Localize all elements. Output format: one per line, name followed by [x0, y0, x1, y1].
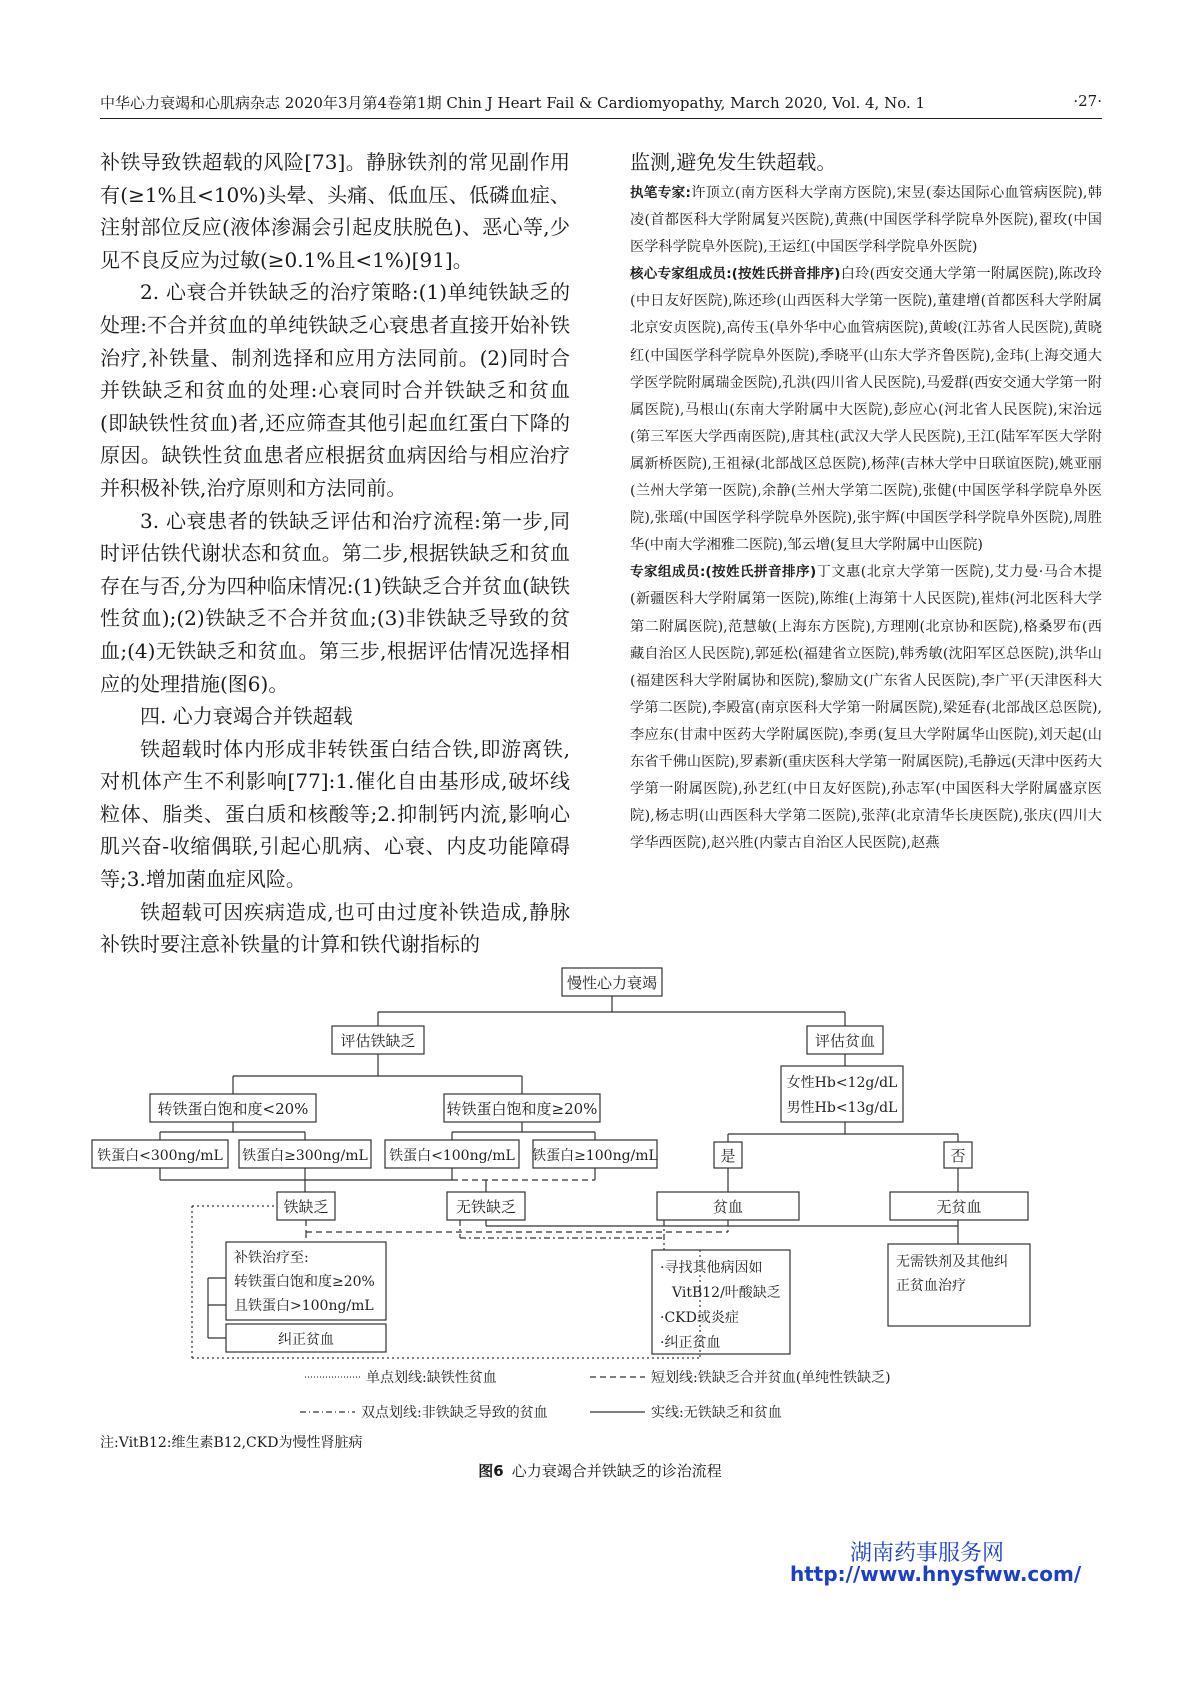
role-label: 核心专家组成员:(按姓氏拼音排序) [630, 266, 841, 283]
node-tsat-high-label: 转铁蛋白饱和度≥20% [446, 1100, 598, 1118]
node-causes-line3: ·CKD或炎症 [660, 1310, 739, 1326]
node-no-anemia-label: 无贫血 [936, 1198, 982, 1216]
node-hb-female-label: 女性Hb<12g/dL [786, 1075, 898, 1091]
node-root-label: 慢性心力衰竭 [566, 974, 658, 992]
watermark-url[interactable]: http://www.hnysfww.com/ [790, 1562, 1082, 1586]
figure-caption [0, 1460, 1200, 1481]
paragraph: 铁超载时体内形成非转铁蛋白结合铁,即游离铁,对机体产生不利影响[77]:1.催化自由基形成,破坏线粒体、脂类、蛋白质和核酸等;2.抑制钙内流,影响心肌兴奋-收缩偶联,引起心肌病、心衰、内皮功能障碍等;3.增加菌血症风险。 [100, 736, 570, 892]
node-correct-anemia-label: 纠正贫血 [278, 1332, 334, 1348]
node-ferritin-lt100-label: 铁蛋白<100ng/mL [389, 1148, 515, 1164]
node-ferritin-ge100-label: 铁蛋白≥100ng/mL [532, 1148, 658, 1164]
node-tsat-low-label: 转铁蛋白饱和度<20% [157, 1100, 309, 1118]
node-causes-line1: ·寻找其他病因如 [660, 1260, 763, 1276]
node-ferritin-ge300-label: 铁蛋白≥300ng/mL [242, 1148, 368, 1164]
node-iron-deficient-label: 铁缺乏 [283, 1198, 329, 1216]
author-list: 许顶立(南方医科大学南方医院),宋昱(泰达国际心血管病医院),韩凌(首都医科大学附属复兴医院),黄燕(中国医学科学院阜外医院),翟玫(中国医学科学院阜外医院),王运红(中国医学科学院阜外医院) [630, 185, 1102, 256]
paragraph: 补铁导致铁超载的风险[73]。静脉铁剂的常见副作用有(≥1%且<10%)头晕、头痛、低血压、低磷血症、注射部位反应(液体渗漏会引起皮肤脱色)、恶心等,少见不良反应为过敏(≥0.1%且<1%)[91]。 [100, 150, 570, 272]
node-supplement-line2: 且铁蛋白>100ng/mL [234, 1298, 374, 1314]
legend-label: 双点划线:非铁缺乏导致的贫血 [361, 1405, 548, 1421]
author-list: 丁文惠(北京大学第一医院),艾力曼·马合木提(新疆医科大学附属第一医院),陈维(上海第十人民医院),崔炜(河北医科大学第二附属医院),范慧敏(上海东方医院),方理刚(北京协和医院),格桑罗布(西藏自治区人民医院),郭延松(福建省立医院),韩秀敏(沈阳军区总医院),洪华山(福建医科大学附属协和医院),黎励文(广东省人民医院),李广平(天津医科大学第二医院),李殿富(南京医科大学第一附属医院),梁延春(北部战区总医院),李应东(甘肃中医药大学附属医院),李勇(复旦大学附属华山医院),刘天起(山东省千佛山医院),罗素新(重庆医科大学第一附属医院),毛静远(天津中医药大学第一附属医院),孙艺红(中日友好医院),孙志军(中国医科大学附属盛京医院),杨志明(山西医科大学第二医院),张萍(北京清华长庚医院),张庆(四川大学华西医院),赵兴胜(内蒙古自治区人民医院),赵燕 [630, 564, 1102, 852]
author-list: 白玲(西安交通大学第一附属医院),陈改玲(中日友好医院),陈还珍(山西医科大学第一医院),董建增(首都医科大学附属北京安贞医院),高传玉(阜外华中心血管病医院),黄峻(江苏省人民医院),黄晓红(中国医学科学院阜外医院),季晓平(山东大学齐鲁医院),金玮(上海交通大学医学院附属瑞金医院),孔洪(四川省人民医院),马爱群(西安交通大学第一附属医院),马根山(东南大学附属中大医院),彭应心(河北省人民医院),宋治远(第三军医大学西南医院),唐其柱(武汉大学人民医院),王江(陆军军医大学附属新桥医院),王祖禄(北部战区总医院),杨萍(吉林大学中日联谊医院),姚亚丽(兰州大学第一医院),余静(兰州大学第二医院),张健(中国医学科学院阜外医院),张瑶(中国医学科学院阜外医院),张宇辉(中国医学科学院阜外医院),周胜华(中南大学湘雅二医院),邹云增(复旦大学附属中山医院) [630, 266, 1102, 554]
paragraph: 3. 心衰患者的铁缺乏评估和治疗流程:第一步,同时评估铁代谢状态和贫血。第二步,根据铁缺乏和贫血存在与否,分为四种临床情况:(1)铁缺乏合并贫血(缺铁性贫血);(2)铁缺乏不合并贫血;(3)非铁缺乏导致的贫血;(4)无铁缺乏和贫血。第三步,根据评估情况选择相应的处理措施(图6)。 [100, 508, 570, 696]
journal-title: 中华心力衰竭和心肌病杂志 2020年3月第4卷第1期 Chin J Heart Fail & Cardiomyopathy, March 2020, Vol. 4, No. 1 [100, 94, 926, 112]
page-number: ·27· [1073, 92, 1102, 110]
node-ferritin-lt300-label: 铁蛋白<300ng/mL [97, 1148, 223, 1164]
legend-label: 单点划线:缺铁性贫血 [366, 1370, 497, 1386]
node-causes-line2: VitB12/叶酸缺乏 [672, 1285, 781, 1301]
node-hb-male-label: 男性Hb<13g/dL [786, 1100, 898, 1116]
role-label: 执笔专家: [630, 185, 691, 201]
node-supplement-title: 补铁治疗至: [234, 1250, 309, 1266]
role-label: 专家组成员:(按姓氏拼音排序) [630, 564, 817, 581]
node-supplement-line1: 转铁蛋白饱和度≥20% [234, 1274, 375, 1290]
figure-note: 注:VitB12:维生素B12,CKD为慢性肾脏病 [100, 1435, 363, 1451]
node-assess-iron-label: 评估铁缺乏 [340, 1032, 416, 1050]
legend-label: 实线:无铁缺乏和贫血 [651, 1405, 782, 1421]
node-yes-label: 是 [720, 1147, 736, 1165]
watermark-name: 湖南药事服务网 [850, 1541, 1005, 1566]
paragraph: 铁超载可因疾病造成,也可由过度补铁造成,静脉补铁时要注意补铁量的计算和铁代谢指标的 [100, 899, 570, 957]
figure-title: 心力衰竭合并铁缺乏的诊治流程 [511, 1462, 722, 1480]
node-assess-anemia-label: 评估贫血 [814, 1032, 876, 1050]
node-no-treatment-line1: 无需铁剂及其他纠 [896, 1254, 1008, 1270]
legend-label: 短划线:铁缺乏合并贫血(单纯性铁缺乏) [651, 1370, 891, 1386]
node-no-treatment-line2: 正贫血治疗 [896, 1278, 966, 1294]
node-causes-line4: ·纠正贫血 [660, 1335, 721, 1351]
section-heading: 四. 心力衰竭合并铁超载 [140, 704, 353, 729]
paragraph: 2. 心衰合并铁缺乏的治疗策略:(1)单纯铁缺乏的处理:不合并贫血的单纯铁缺乏心衰患者直接开始补铁治疗,补铁量、制剂选择和应用方法同前。(2)同时合并铁缺乏和贫血的处理:心衰同时合并铁缺乏和贫血(即缺铁性贫血)者,还应筛查其他引起血红蛋白下降的原因。缺铁性贫血患者应根据贫血病因给与相应治疗并积极补铁,治疗原则和方法同前。 [100, 280, 570, 500]
node-anemia-label: 贫血 [712, 1198, 744, 1216]
figure-label: 图6 [478, 1462, 504, 1480]
node-no-label: 否 [950, 1147, 966, 1165]
node-no-iron-deficiency-label: 无铁缺乏 [455, 1198, 517, 1216]
paragraph: 监测,避免发生铁超载。 [630, 150, 837, 174]
